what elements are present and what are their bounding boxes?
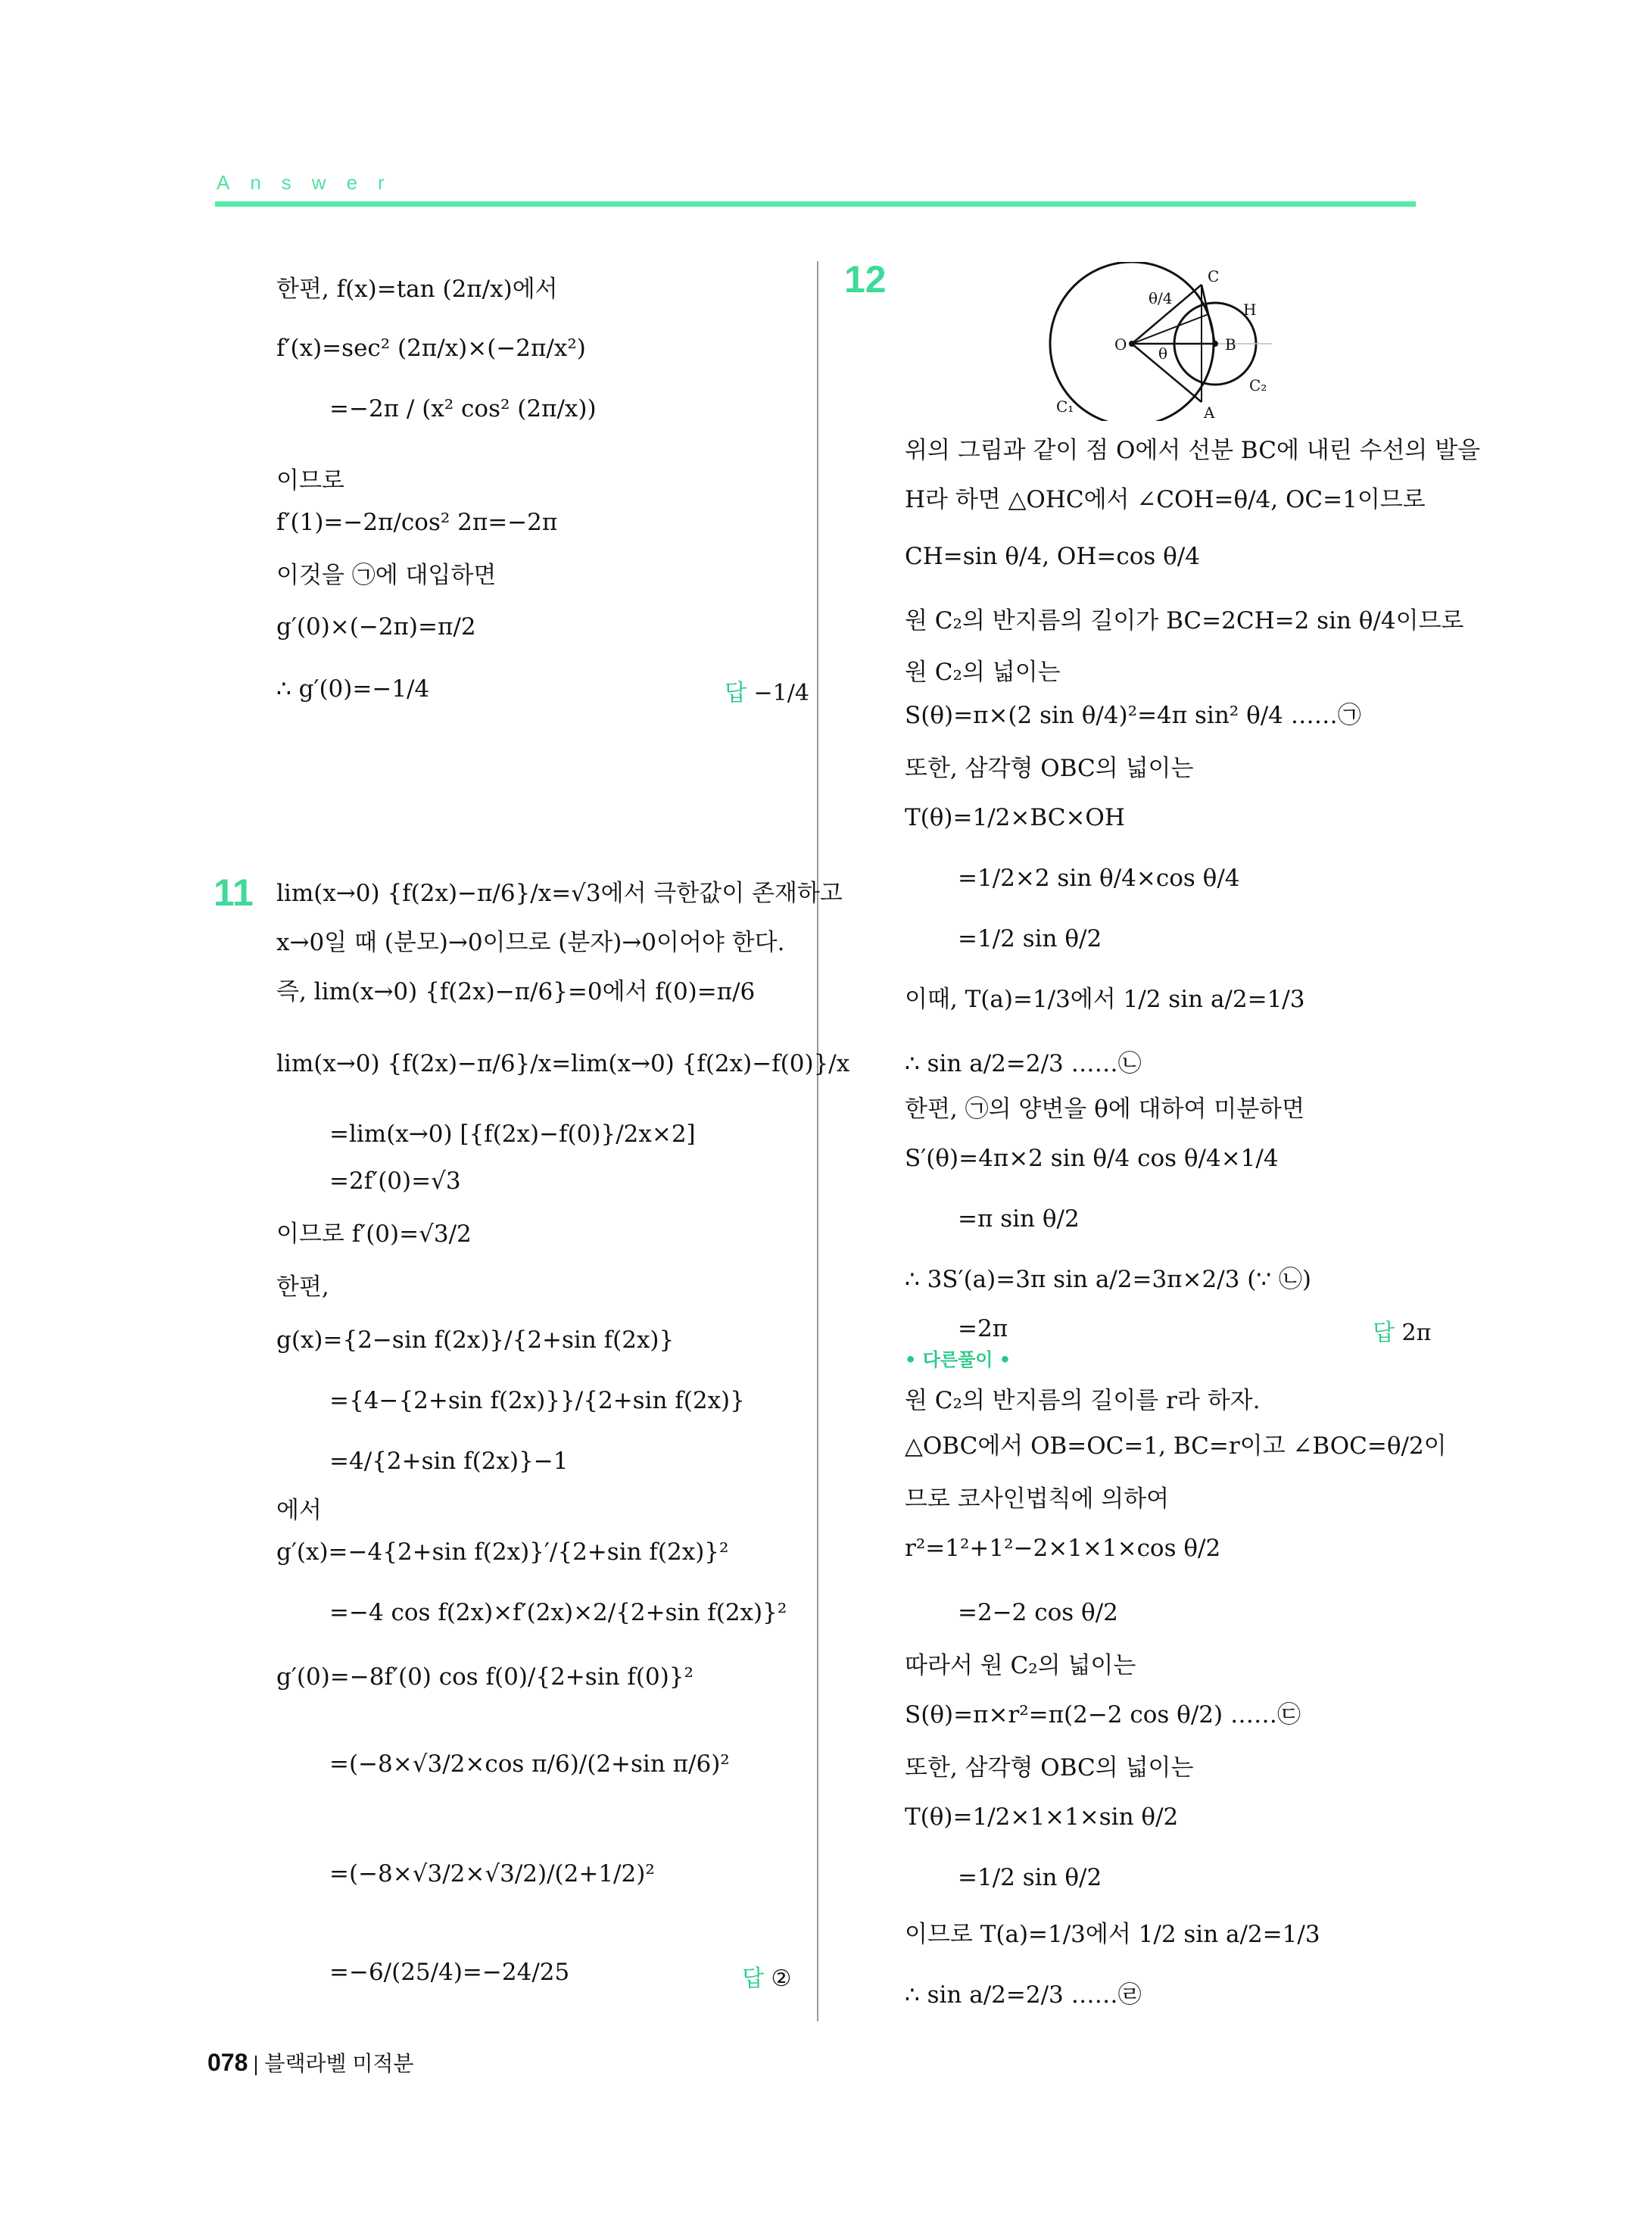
solution-line: 즉, lim(x→0) {f(2x)−π/6}=0에서 f(0)=π/6 [276,978,756,1005]
solution-line: ∴ g′(0)=−1/4 [276,675,430,703]
circle-diagram [1045,262,1272,421]
header-rule [215,201,1416,207]
point-b [1212,341,1218,347]
solution-line: =π sin θ/2 [958,1205,1080,1233]
solution-line: f′(1)=−2π/cos² 2π=−2π [276,509,558,536]
solution-line: 이때, T(a)=1/3에서 1/2 sin a/2=1/3 [905,986,1305,1013]
solution-line: lim(x→0) {f(2x)−π/6}/x=lim(x→0) {f(2x)−f(0)}/x [276,1050,850,1077]
solution-line: ∴ sin a/2=2/3 ……㉣ [905,1981,1142,2009]
solution-line: 한편, [276,1273,329,1301]
answer-label: 답 [742,1965,764,1992]
solution-line: 원 C₂의 넓이는 [905,659,1061,686]
solution-line: S′(θ)=4π×2 sin θ/4 cos θ/4×1/4 [905,1145,1279,1172]
book-title: 블랙라벨 미적분 [264,2052,414,2075]
solution-line: 한편, ㉠의 양변을 θ에 대하여 미분하면 [905,1096,1305,1123]
solution-line: 이므로 T(a)=1/3에서 1/2 sin a/2=1/3 [905,1921,1320,1948]
solution-line: 또한, 삼각형 OBC의 넓이는 [905,1754,1194,1781]
solution-line: 이것을 ㉠에 대입하면 [276,562,497,589]
solution-line: =−6/(25/4)=−24/25 [329,1959,570,1986]
solution-line: =2π [958,1315,1008,1342]
solution-line: ∴ sin a/2=2/3 ……㉡ [905,1050,1142,1077]
solution-line: =(−8×√3/2×cos π/6)/(2+sin π/6)² [329,1750,730,1778]
solution-line: CH=sin θ/4, OH=cos θ/4 [905,543,1200,570]
solution-line: 이므로 f′(0)=√3/2 [276,1220,472,1248]
solution-line: 원 C₂의 반지름의 길이를 r라 하자. [905,1387,1261,1414]
answer-value: −1/4 [753,680,809,706]
solution-line: =1/2 sin θ/2 [958,925,1102,952]
diagram-label: O [1114,335,1127,354]
footer-separator [255,2056,257,2075]
solution-line: H라 하면 △OHC에서 ∠COH=θ/4, OC=1이므로 [905,486,1426,513]
diagram-label: A [1204,404,1215,421]
diagram-label: θ [1158,344,1168,363]
diagram-label: H [1243,301,1257,319]
answer-label: 답 [1373,1320,1395,1346]
solution-line: T(θ)=1/2×BC×OH [905,804,1125,831]
solution-line: 에서 [276,1497,322,1524]
diagram-label: C₂ [1249,376,1267,394]
solution-line: lim(x→0) {f(2x)−π/6}/x=√3에서 극한값이 존재하고 [276,880,843,907]
solution-line: =lim(x→0) [{f(2x)−f(0)}/2x×2] [329,1121,696,1148]
alternative-solution-label: • 다른풀이 • [905,1349,1011,1370]
diagram-label: C [1208,267,1220,285]
segment-oh [1132,314,1208,344]
solution-line: g′(0)×(−2π)=π/2 [276,613,476,641]
solution-line: 한편, f(x)=tan (2π/x)에서 [276,276,558,303]
previous-answer [725,674,809,707]
solution-line: 원 C₂의 반지름의 길이가 BC=2CH=2 sin θ/4이므로 [905,607,1464,634]
problem-number-11: 11 [214,871,254,914]
solution-line: =4/{2+sin f(2x)}−1 [329,1448,569,1475]
solution-line: x→0일 때 (분모)→0이므로 (분자)→0이어야 한다. [276,929,785,956]
page-number: 078 [207,2049,248,2076]
solution-line: ={4−{2+sin f(2x)}}/{2+sin f(2x)} [329,1387,745,1414]
diagram-label: B [1225,335,1236,354]
solution-line: =−4 cos f(2x)×f′(2x)×2/{2+sin f(2x)}² [329,1599,787,1626]
solution-line: 따라서 원 C₂의 넓이는 [905,1652,1136,1679]
solution-line: =2f′(0)=√3 [329,1167,461,1195]
problem-12-answer [1373,1314,1431,1347]
problem-number-12: 12 [844,258,887,301]
solution-line: S(θ)=π×(2 sin θ/4)²=4π sin² θ/4 ……㉠ [905,702,1361,729]
solution-line: =2−2 cos θ/2 [958,1599,1118,1626]
page-footer [207,2047,414,2078]
problem-11-answer [742,1959,791,1993]
solution-line: 이므로 [276,467,344,494]
section-header-label: Answer [217,171,405,194]
solution-line: f′(x)=sec² (2π/x)×(−2π/x²) [276,335,586,362]
column-divider [817,261,818,2021]
solution-line: △OBC에서 OB=OC=1, BC=r이고 ∠BOC=θ/2이 [905,1432,1447,1460]
solution-line: g(x)={2−sin f(2x)}/{2+sin f(2x)} [276,1326,675,1354]
solution-line: =−2π / (x² cos² (2π/x)) [329,395,597,422]
solution-line: 또한, 삼각형 OBC의 넓이는 [905,755,1194,782]
solution-line: =1/2×2 sin θ/4×cos θ/4 [958,865,1240,892]
solution-line: r²=1²+1²−2×1×1×cos θ/2 [905,1535,1221,1562]
solution-line: S(θ)=π×r²=π(2−2 cos θ/2) ……㉢ [905,1701,1301,1728]
diagram-label: C₁ [1056,397,1074,416]
solution-line: g′(x)=−4{2+sin f(2x)}′/{2+sin f(2x)}² [276,1538,729,1566]
solution-line: T(θ)=1/2×1×1×sin θ/2 [905,1803,1179,1831]
solution-line: 므로 코사인법칙에 의하여 [905,1485,1170,1513]
diagram-label: θ/4 [1149,289,1173,307]
solution-line: g′(0)=−8f′(0) cos f(0)/{2+sin f(0)}² [276,1663,694,1691]
answer-value: ② [771,1965,792,1992]
answer-label: 답 [725,680,747,706]
solution-line: =(−8×√3/2×√3/2)/(2+1/2)² [329,1860,655,1887]
solution-line: ∴ 3S′(a)=3π sin a/2=3π×2/3 (∵ ㉡) [905,1266,1312,1293]
point-o [1129,341,1135,347]
answer-value: 2π [1401,1320,1432,1346]
solution-line: 위의 그림과 같이 점 O에서 선분 BC에 내린 수선의 발을 [905,437,1481,464]
solution-line: =1/2 sin θ/2 [958,1864,1102,1891]
